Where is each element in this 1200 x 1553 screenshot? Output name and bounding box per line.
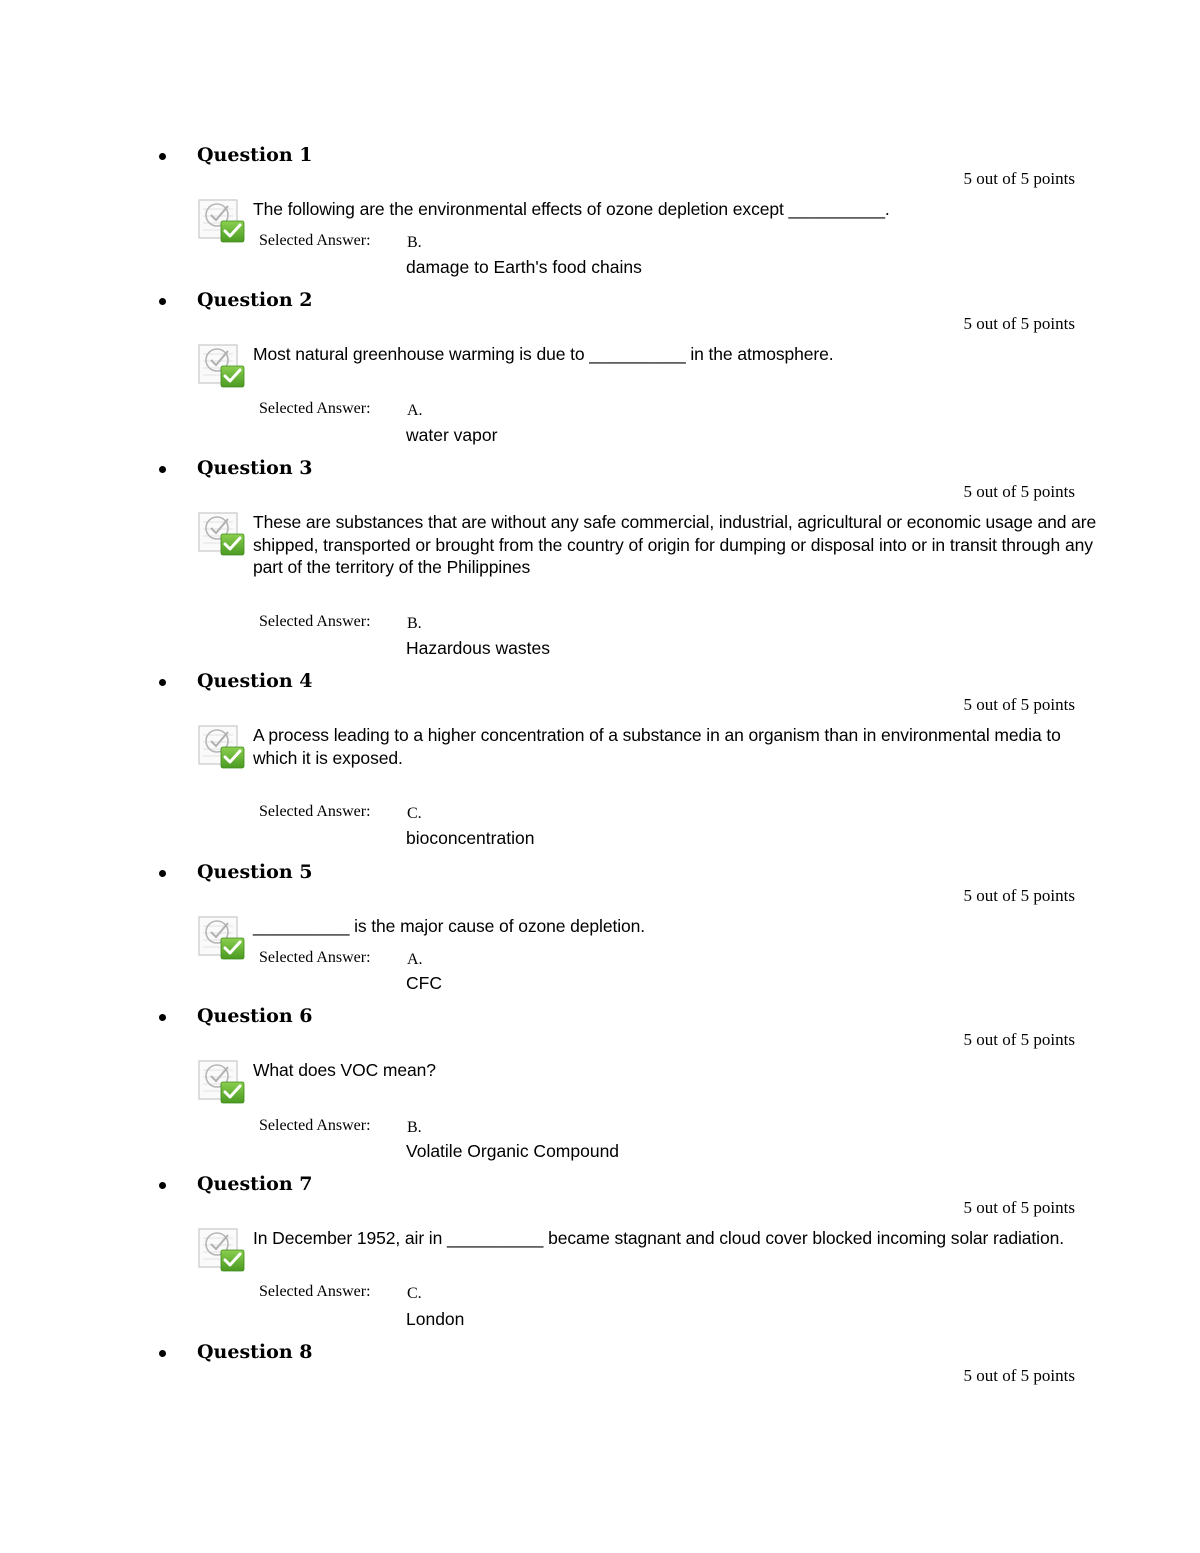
selected-answer-letter: B.: [407, 234, 422, 251]
correct-answer-check-icon: [197, 912, 247, 962]
bullet: [159, 679, 166, 686]
bullet: [159, 466, 166, 473]
selected-answer-text: water vapor: [406, 425, 498, 445]
correct-answer-check-icon: [197, 721, 247, 771]
selected-answer-letter: B.: [407, 615, 422, 632]
question-title: Question 7: [197, 1173, 313, 1195]
bullet: [159, 1350, 166, 1357]
selected-answer-letter: A.: [407, 951, 423, 968]
correct-answer-check-icon: [197, 195, 247, 245]
question-points: 5 out of 5 points: [963, 1030, 1075, 1049]
question-title: Question 3: [197, 457, 313, 479]
selected-answer-letter: B.: [407, 1119, 422, 1136]
question-points: 5 out of 5 points: [963, 169, 1075, 188]
selected-answer-label: Selected Answer:: [259, 232, 371, 249]
bullet: [159, 1014, 166, 1021]
selected-answer-letter: A.: [407, 402, 423, 419]
correct-answer-check-icon: [197, 508, 247, 558]
question-title: Question 2: [197, 289, 313, 311]
question-text: __________ is the major cause of ozone depletion.: [253, 916, 646, 936]
question-points: 5 out of 5 points: [963, 314, 1075, 333]
bullet: [159, 1182, 166, 1189]
question-title: Question 4: [197, 670, 313, 692]
selected-answer-letter: C.: [407, 1285, 422, 1302]
selected-answer-label: Selected Answer:: [259, 1283, 371, 1300]
selected-answer-label: Selected Answer:: [259, 400, 371, 417]
question-points: 5 out of 5 points: [963, 886, 1075, 905]
selected-answer-text: Volatile Organic Compound: [406, 1141, 620, 1161]
selected-answer-letter: C.: [407, 805, 422, 822]
question-title: Question 5: [197, 861, 313, 883]
question-text: In December 1952, air in __________ became stagnant and cloud cover blocked incoming solar radiation.: [253, 1228, 1064, 1248]
question-text: The following are the environmental effects of ozone depletion except __________.: [253, 199, 890, 219]
selected-answer-text: bioconcentration: [406, 828, 535, 848]
question-text: These are substances that are without any safe commercial, industrial, agricultural or economic usage and are shipped, transported or brought from the country of origin for dumping or disposal into or in transit through any part of the territory of the Philippines: [253, 512, 1097, 577]
question-title: Question 6: [197, 1005, 313, 1027]
question-points: 5 out of 5 points: [963, 1198, 1075, 1217]
question-text: A process leading to a higher concentration of a substance in an organism than in environmental media to which it is exposed.: [253, 725, 1061, 768]
selected-answer-label: Selected Answer:: [259, 1117, 371, 1134]
question-text: Most natural greenhouse warming is due to __________ in the atmosphere.: [253, 344, 834, 364]
selected-answer-label: Selected Answer:: [259, 949, 371, 966]
selected-answer-text: London: [406, 1309, 465, 1329]
selected-answer-label: Selected Answer:: [259, 613, 371, 630]
question-text: What does VOC mean?: [253, 1060, 436, 1080]
question-points: 5 out of 5 points: [963, 482, 1075, 501]
question-title: Question 1: [197, 144, 313, 166]
question-points: 5 out of 5 points: [963, 1366, 1075, 1385]
question-points: 5 out of 5 points: [963, 695, 1075, 714]
bullet: [159, 153, 166, 160]
selected-answer-label: Selected Answer:: [259, 803, 371, 820]
selected-answer-text: Hazardous wastes: [406, 638, 550, 658]
selected-answer-text: damage to Earth's food chains: [406, 257, 642, 277]
bullet: [159, 298, 166, 305]
selected-answer-text: CFC: [406, 973, 442, 993]
correct-answer-check-icon: [197, 1056, 247, 1106]
question-title: Question 8: [197, 1341, 313, 1363]
correct-answer-check-icon: [197, 340, 247, 390]
bullet: [159, 870, 166, 877]
correct-answer-check-icon: [197, 1224, 247, 1274]
